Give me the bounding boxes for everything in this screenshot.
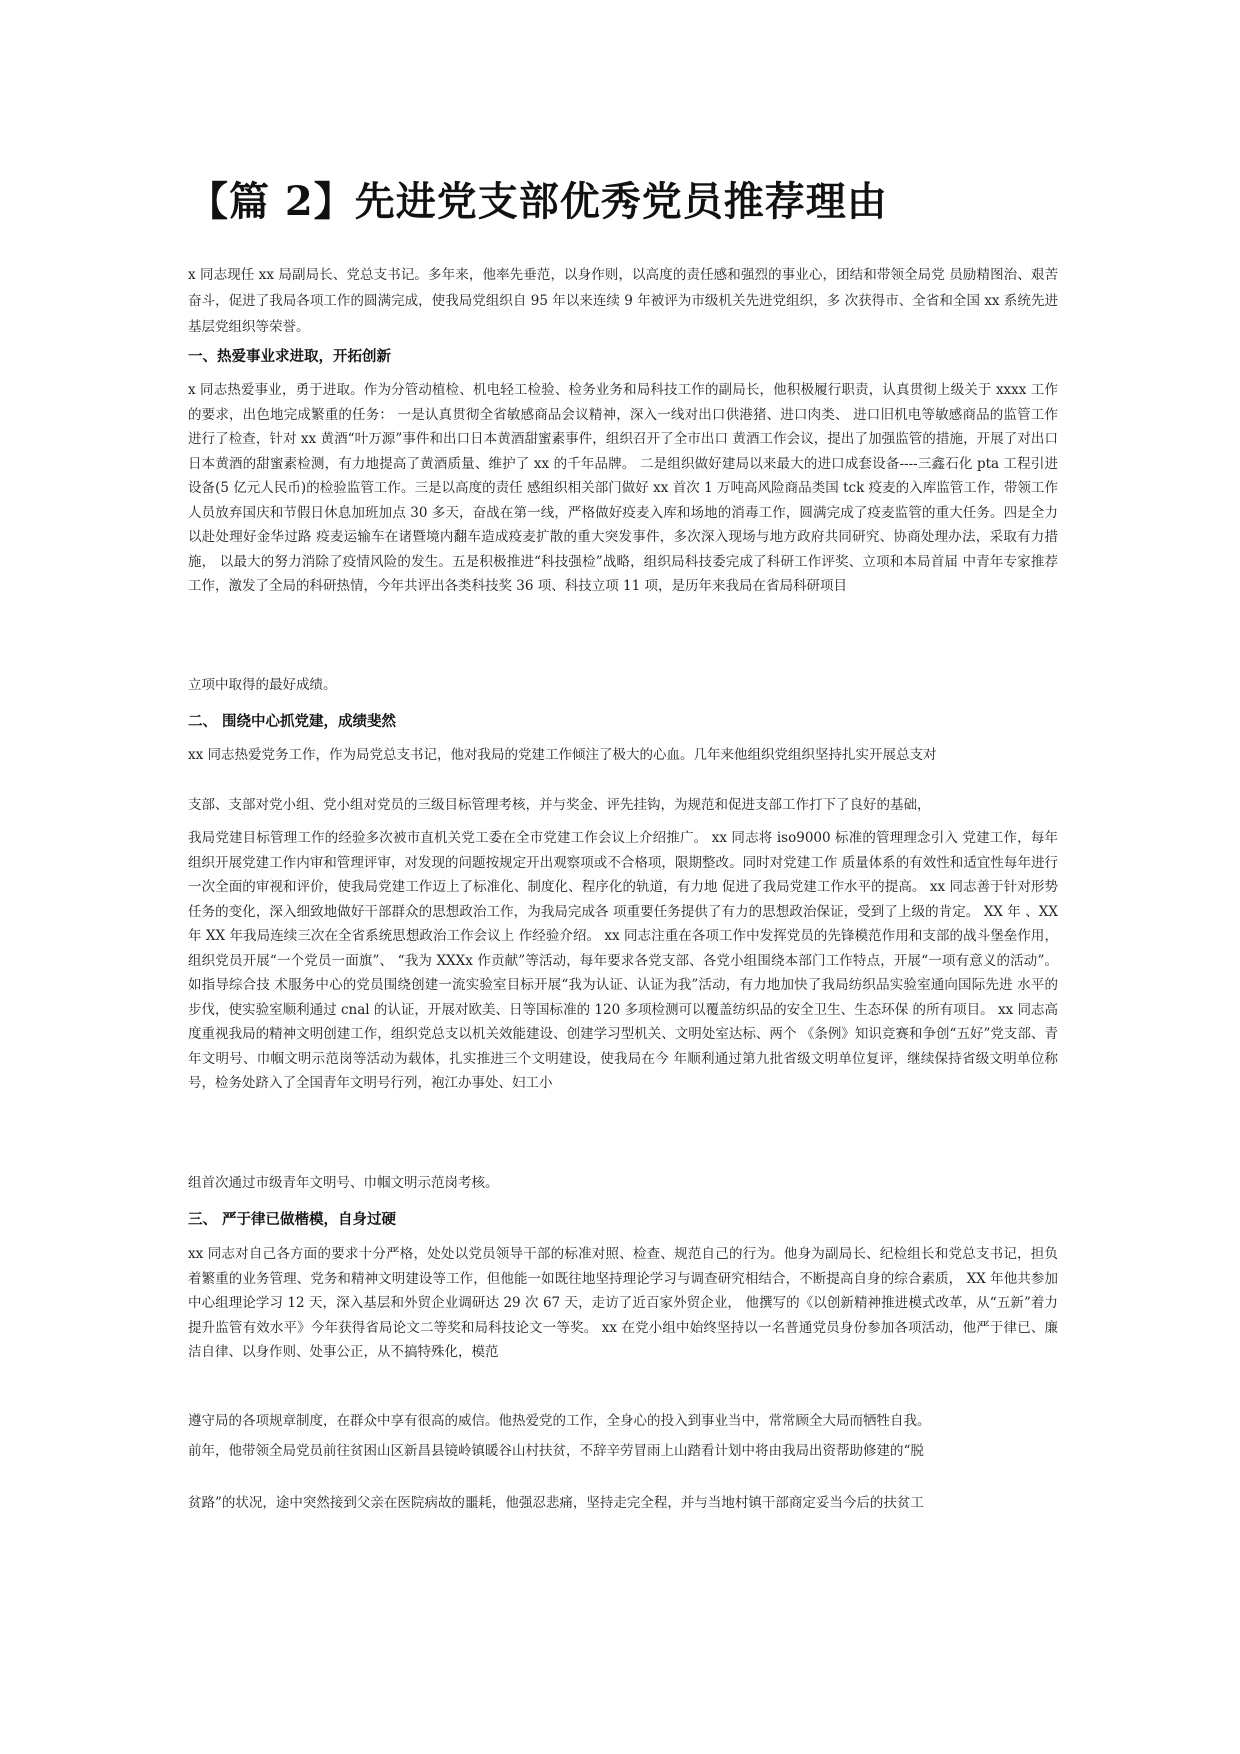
section-3-paragraph-d: 贫路”的状况，途中突然接到父亲在医院病故的噩耗，他强忍悲痛，坚持走完全程，并与当地村镇干部商定妥当今后的扶贫工 xyxy=(188,1495,924,1511)
section-2-paragraph-a: xx 同志热爱党务工作，作为局党总支书记，他对我局的党建工作倾注了极大的心血。几年来他组织党组织坚持扎实开展总支对 xyxy=(188,747,937,763)
section-3-paragraph-b: 遵守局的各项规章制度，在群众中享有很高的威信。他热爱党的工作，全身心的投入到事业当中，常常顾全大局而牺牲自我。 xyxy=(188,1413,931,1429)
section-1-paragraph-tail: 立项中取得的最好成绩。 xyxy=(188,677,337,693)
section-heading-3: 三、 严于律已做楷模，自身过硬 xyxy=(188,1212,397,1228)
section-2-paragraph-tail: 组首次通过市级青年文明号、巾帼文明示范岗考核。 xyxy=(188,1175,499,1191)
section-heading-1: 一、热爱事业求进取，开拓创新 xyxy=(188,349,391,365)
intro-paragraph: x 同志现任 xx 局副局长、党总支书记。多年来，他率先垂范，以身作则，以高度的责任感和强烈的事业心，团结和带领全局党 员励精图治、艰苦奋斗，促进了我局各项工作的圆满完成，使我局党组织自 95 年以来连续 9 年被评为市级机关先进党组织，多 次获得市、全省和全国 xx 系统先进基层党组织等荣誉。 xyxy=(188,267,1058,335)
section-heading-2: 二、 围绕中心抓党建，成绩斐然 xyxy=(188,714,397,730)
section-1-paragraph: x 同志热爱事业，勇于进取。作为分管动植检、机电轻工检验、检务业务和局科技工作的副局长，他积极履行职责，认真贯彻上级关于 xxxx 工作的要求，出色地完成繁重的任务： 一是认真贯彻全省敏感商品会议精神，深入一线对出口供港猪、进口肉类、 进口旧机电等敏感商品的监管工作进行了检查，针对 xx 黄酒“叶万源”事件和出口日本黄酒甜蜜素事件，组织召开了全市出口 黄酒工作会议，提出了加强监管的措施，开展了对出口日本黄酒的甜蜜素检测，有力地提高了黄酒质量、维护了 xx 的千年品牌。 二是组织做好建局以来最大的进口成套设备----三鑫石化 pta 工程引进设备(5 亿元人民币)的检验监管工作。三是以高度的责任 感组织相关部门做好 xx 首次 1 万吨高风险商品类国 tck 疫麦的入库监管工作，带领工作人员放弃国庆和节假日休息加班加点 30 多天，奋战在第一线，严格做好疫麦入库和场地的消毒工作，圆满完成了疫麦监管的重大任务。四是全力以赴处理好金华过路 疫麦运输车在诸暨境内翻车造成疫麦扩散的重大突发事件，多次深入现场与地方政府共同研究、协商处理办法，采取有力措施， 以最大的努力消除了疫情风险的发生。五是积极推进“科技强检”战略，组织局科技委完成了科研工作评奖、立项和本局首届 中青年专家推荐工作，激发了全局的科研热情，今年共评出各类科技奖 36 项、科技立项 11 项，是历年来我局在省局科研项目 xyxy=(188,382,1058,594)
section-3-paragraph-c: 前年，他带领全局党员前往贫困山区新昌县镜岭镇暖谷山村扶贫，不辞辛劳冒雨上山踏看计划中将由我局出资帮助修建的“脱 xyxy=(188,1443,924,1459)
section-2-paragraph-c: 我局党建目标管理工作的经验多次被市直机关党工委在全市党建工作会议上介绍推广。 xx 同志将 iso9000 标准的管理理念引入 党建工作，每年组织开展党建工作内审和管理评审，对发现的问题按规定开出观察项或不合格项，限期整改。同时对党建工作 质量体系的有效性和适宜性每年进行一次全面的审视和评价，使我局党建工作迈上了标准化、制度化、程序化的轨道，有力地 促进了我局党建工作水平的提高。 xx 同志善于针对形势任务的变化，深入细致地做好干部群众的思想政治工作，为我局完成各 项重要任务提供了有力的思想政治保证，受到了上级的肯定。 XX 年 、XX 年 XX 年我局连续三次在全省系统思想政治工作会议上 作经验介绍。 xx 同志注重在各项工作中发挥党员的先锋模范作用和支部的战斗堡垒作用，组织党员开展“一个党员一面旗”、 “我为 XXXx 作贡献”等活动，每年要求各党支部、各党小组围绕本部门工作特点，开展“一项有意义的活动”。如指导综合技 术服务中心的党员围绕创建一流实验室目标开展“我为认证、认证为我”活动，有力地加快了我局纺织品实验室通向国际先进 水平的步伐，使实验室顺利通过 cnal 的认证，开展对欧美、日等国标准的 120 多项检测可以覆盖纺织品的安全卫生、生态环保 的所有项目。 xx 同志高度重视我局的精神文明创建工作，组织党总支以机关效能建设、创建学习型机关、文明处室达标、两个 《条例》知识竞赛和争创“五好”党支部、青年文明号、巾帼文明示范岗等活动为载体，扎实推进三个文明建设，使我局在今 年顺利通过第九批省级文明单位复评，继续保持省级文明单位称号，检务处跻入了全国青年文明号行列，袍江办事处、妇工小 xyxy=(188,830,1058,1091)
section-2-paragraph-b: 支部、支部对党小组、党小组对党员的三级目标管理考核，并与奖金、评先挂钩，为规范和促进支部工作打下了良好的基础， xyxy=(188,797,931,813)
document-title: 【篇 2】先进党支部优秀党员推荐理由 xyxy=(188,178,888,225)
section-3-paragraph: xx 同志对自己各方面的要求十分严格，处处以党员领导干部的标准对照、检查、规范自己的行为。他身为副局长、纪检组长和党总支书记，担负着繁重的业务管理、党务和精神文明建设等工作，但他能一如既往地坚持理论学习与调查研究相结合，不断提高自身的综合素质， XX 年他共参加中心组理论学习 12 天，深入基层和外贸企业调研达 29 次 67 天，走访了近百家外贸企业， 他撰写的《以创新精神推进模式改革，从“五新”着力提升监管有效水平》今年获得省局论文二等奖和局科技论文一等奖。 xx 在党小组中始终坚持以一名普通党员身份参加各项活动，他严于律已、廉洁自律、以身作则、处事公正，从不搞特殊化，模范 xyxy=(188,1246,1059,1360)
document-page xyxy=(188,0,1058,1754)
